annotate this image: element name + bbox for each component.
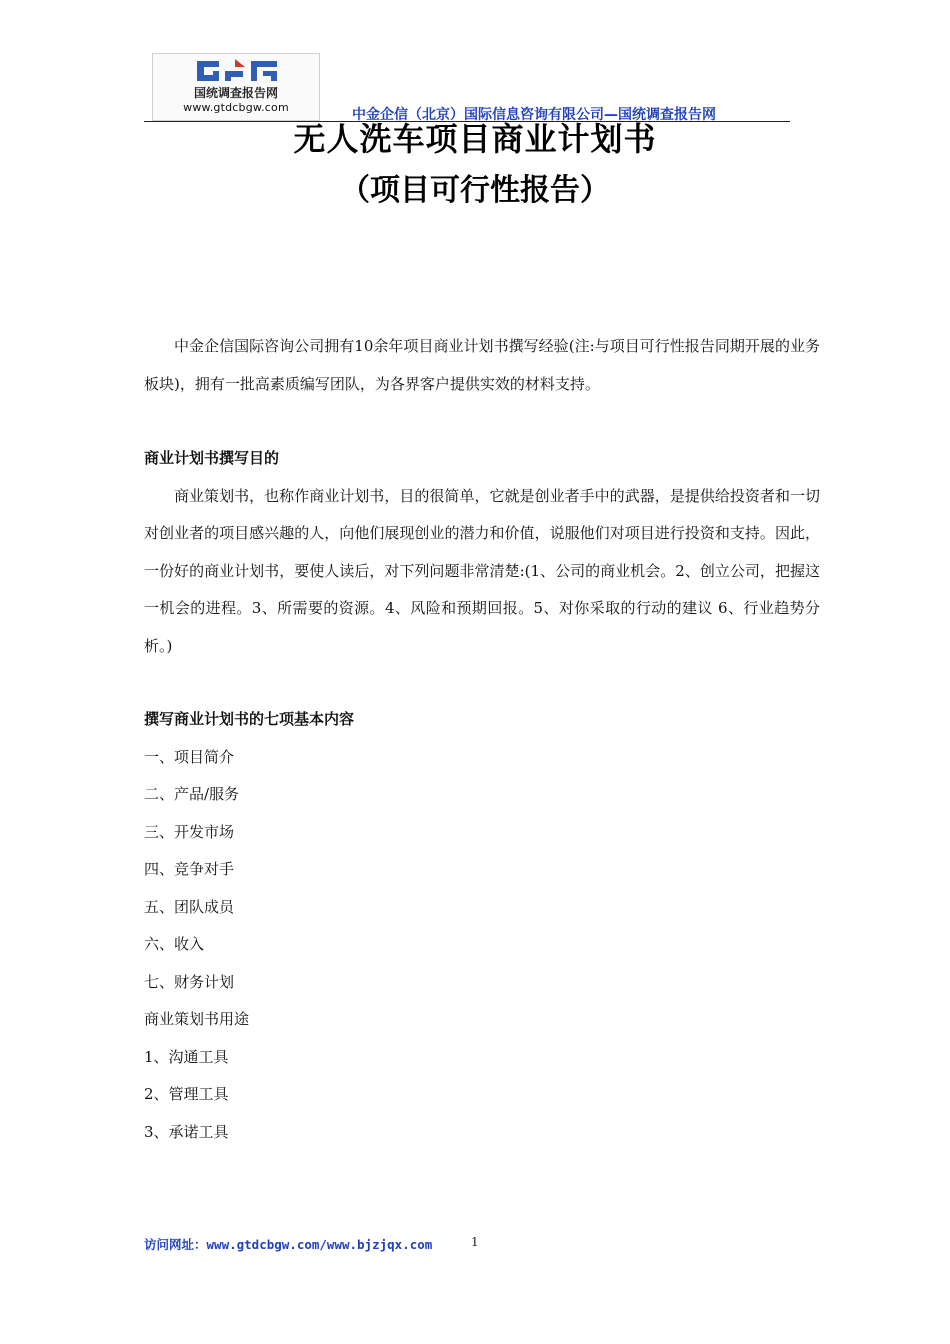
company-logo [152,53,320,121]
spacer [144,665,820,701]
list-item: 1、沟通工具 [144,1047,229,1066]
gtr-logo-icon [193,57,283,85]
list-item: 六、收入 [144,935,205,953]
list-item: 七、财务计划 [144,972,235,991]
page-number: 1 [471,1235,479,1249]
list-item: 五、团队成员 [144,897,235,916]
header-company-name: 中金企信（北京）国际信息咨询有限公司—国统调查报告网 [352,107,716,123]
document-title: 无人洗车项目商业计划书 [293,120,657,158]
logo-url: www.gtdcbgw.com [183,101,289,114]
footer-visit-label: 访问网址： [144,1237,207,1252]
purpose-paragraph: 商业策划书，也称作商业计划书，目的很简单，它就是创业者手中的武器，是提供给投资者和一切对创业者的项目感兴趣的人，向他们展现创业的潜力和价值，说服他们对项目进行投资和支持。因此，一份好的商业计划书，要使人读后，对下列问题非常清楚:(1、公司的商业机会。2、创立公司，把握这一机会的进程。3、所需要的资源。4、风险和预期回报。5、对你采取的行动的建议 6、行业趋势分析。) [144,486,820,655]
section-heading-purpose: 商业计划书撰写目的 [144,449,280,467]
spacer [144,403,820,440]
footer-visit [144,1235,432,1253]
document-subtitle: （项目可行性报告） [340,173,610,208]
footer-url-link[interactable]: www.gtdcbgw.com/www.bjzjqx.com [206,1237,433,1252]
list-item: 2、管理工具 [144,1085,229,1103]
section-heading-contents: 撰写商业计划书的七项基本内容 [144,710,355,728]
list-item: 二、产品/服务 [144,785,240,803]
list-item: 四、竞争对手 [144,860,235,878]
list-item: 3、承诺工具 [144,1122,229,1141]
logo-text: 国统调查报告网 [193,86,278,100]
list-item: 一、项目简介 [144,747,235,766]
list-item: 三、开发市场 [144,822,235,841]
usage-title: 商业策划书用途 [144,1010,250,1028]
document-body [144,328,820,1151]
intro-paragraph: 中金企信国际咨询公司拥有10余年项目商业计划书撰写经验(注:与项目可行性报告同期开展的业务板块)，拥有一批高素质编写团队，为各界客户提供实效的材料支持。 [144,337,820,393]
